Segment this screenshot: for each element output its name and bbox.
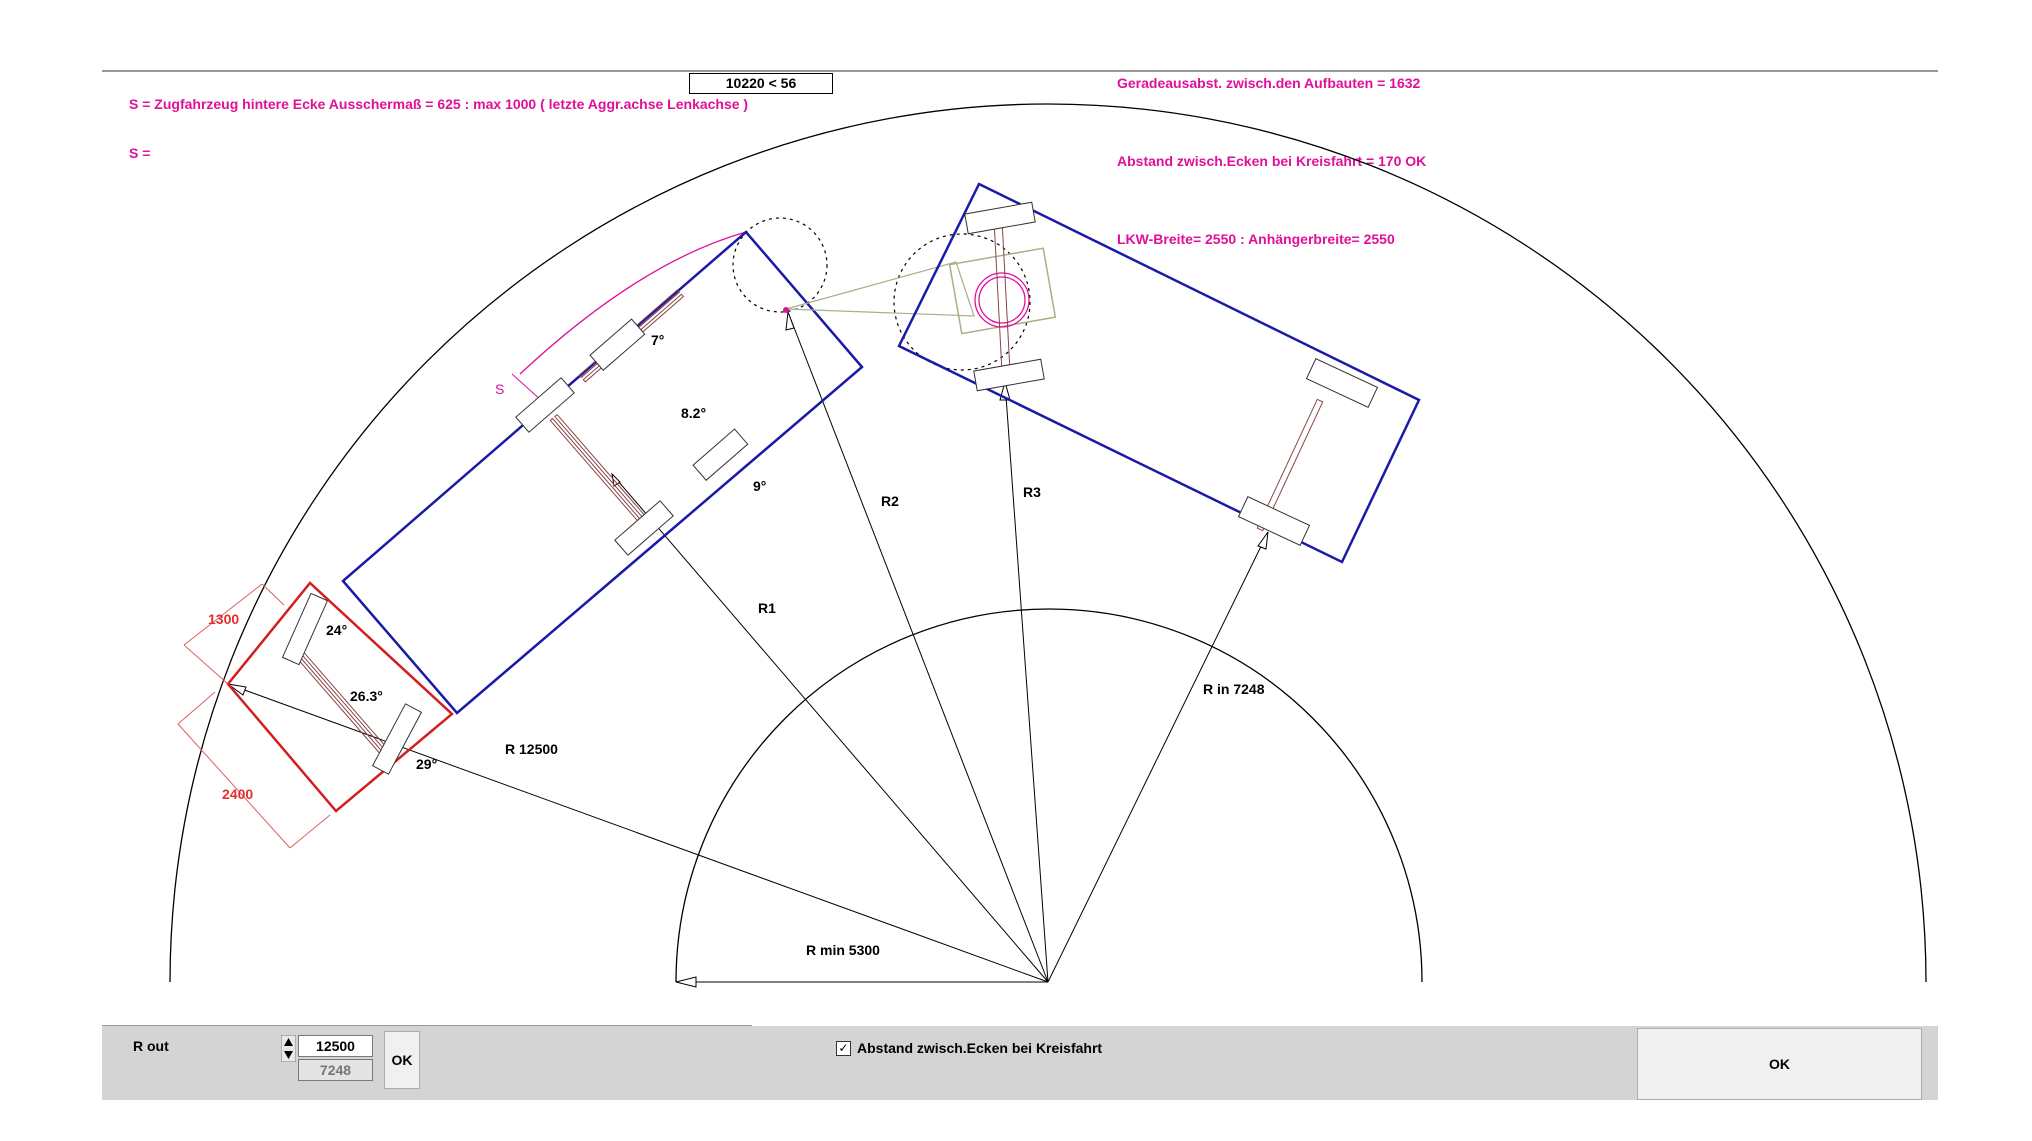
label-r3: R3 — [1023, 484, 1041, 500]
truck-wheel-4 — [615, 501, 673, 555]
ok-small-button[interactable]: OK — [384, 1031, 420, 1089]
info-widths: LKW-Breite= 2550 : Anhängerbreite= 2550 — [1117, 231, 1395, 247]
outer-turning-arc — [170, 104, 1926, 982]
ok-button[interactable]: OK — [1637, 1028, 1922, 1100]
info-s: S = — [129, 145, 151, 161]
info-corner-distance: Abstand zwisch.Ecken bei Kreisfahrt = 170 OK — [1117, 153, 1427, 169]
dim-1300-label: 1300 — [208, 611, 240, 627]
label-r-min: R min 5300 — [806, 942, 880, 958]
label-r-in: R in 7248 — [1203, 681, 1265, 697]
radius-line-r-in — [1048, 532, 1268, 982]
angle-8-2: 8.2° — [681, 405, 707, 421]
truck-wheel-1 — [590, 319, 645, 370]
angle-7: 7° — [651, 332, 665, 348]
kingpin-point — [783, 307, 789, 313]
kingpin-circle-inner — [979, 277, 1025, 323]
label-r2: R2 — [881, 493, 899, 509]
front-unit-body — [228, 583, 452, 811]
radius-line-outer — [228, 684, 1048, 982]
angle-9: 9° — [753, 478, 767, 494]
label-r1: R1 — [758, 600, 776, 616]
trailer-rear-wheel-2 — [1239, 497, 1310, 546]
inner-turning-arc — [676, 609, 1422, 982]
info-swing-out: S = Zugfahrzeug hintere Ecke Ausschermaß = 625 : max 1000 ( letzte Aggr.achse Lenkachse ) — [129, 96, 749, 112]
arrow-r-in — [1258, 532, 1268, 549]
trailer-front-wheel-1 — [965, 202, 1035, 234]
label-s: S — [495, 381, 505, 397]
bottom-panel-left — [102, 1026, 752, 1100]
label-r-outer: R 12500 — [505, 741, 558, 757]
arrow-r-min — [676, 977, 696, 987]
corner-distance-checkbox[interactable]: ✓ — [836, 1041, 851, 1056]
radius-line-r3 — [1005, 382, 1048, 982]
checkbox-label: Abstand zwisch.Ecken bei Kreisfahrt — [857, 1040, 1103, 1056]
info-straight-distance: Geradeausabst. zwisch.den Aufbauten = 1632 — [1117, 75, 1421, 91]
kingpin-circle-outer — [975, 273, 1029, 327]
angle-26-3: 26.3° — [350, 688, 383, 704]
top-value-box: 10220 < 56 — [689, 73, 833, 94]
angle-24: 24° — [326, 622, 348, 638]
truck-body — [343, 232, 862, 713]
arrow-r2 — [786, 312, 794, 330]
r-out-label: R out — [133, 1038, 169, 1054]
r-in-input: 7248 — [298, 1059, 373, 1081]
angle-29: 29° — [416, 756, 438, 772]
dim-2400-label: 2400 — [222, 786, 254, 802]
r-out-spinner[interactable] — [281, 1035, 296, 1062]
s-swing-arc — [520, 232, 746, 374]
radius-line-r2 — [788, 312, 1048, 982]
coupling-triangle — [786, 262, 974, 316]
trailer-front-wheel-2 — [974, 359, 1044, 391]
r-out-input[interactable]: 12500 — [298, 1035, 373, 1057]
radius-line-r1 — [612, 474, 1048, 982]
